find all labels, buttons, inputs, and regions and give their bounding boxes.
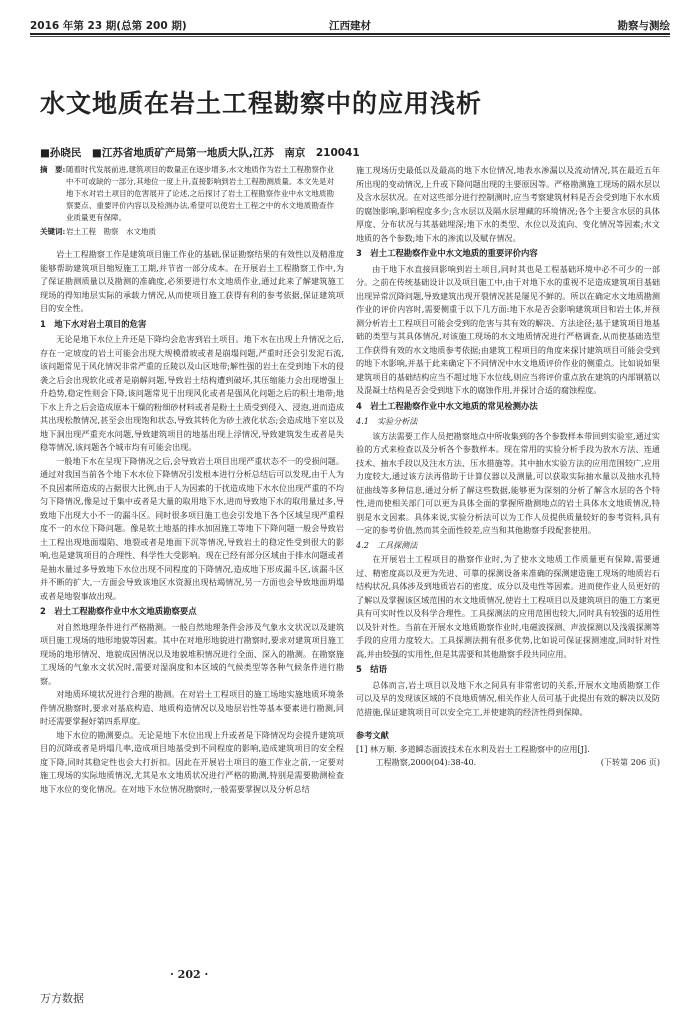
section-name: 勘察与测绘: [617, 20, 670, 32]
header-rule-thin: [30, 36, 670, 37]
body-paragraph: 总体而言,岩土项目以及地下水之间具有非常密切的关系,开展水文地质勘察工作可以及早的发现该区域的不良地质情况,相关作业人员可基于此提出有效的解决以及防范措施,保证建筑项目可以安全完工,并使建筑的经济性得到保障。: [356, 679, 660, 717]
body-paragraph: 无论是地下水位上升还是下降均会危害到岩土项目。地下水在出现上升情况之后,存在一定坡度的岩土可能会出现大规模滑坡或者是崩塌问题,严重时还会引发泥石流,该问题常见于风化情况非常严重的丘陵以及山区地带;解性强的岩土在受到地下水的侵袭之后会出现软化或者是崩解问题,导致岩土结构遭到破坏,其压缩能力会出现增强上升趋势,稳定性则会下降,该问题常见于出现风化或者是强风化问题之后的积土地带;地下水上升之后会造成原本干燥的粉细砂材料或者是粉土土质受到侵入、浸泡,进而造成其出现松散情况,甚至会出现饱和状态,导致其转化为砂土液化状态;会造成地下室以及地下洞出现严重充水问题,导致建筑项目的地基出现上浮情况,导致建筑发生或者是失稳等情况,该问题各个城市均有可能会出现。: [40, 334, 344, 452]
left-column: [40, 164, 344, 796]
watermark: 万方数据: [40, 992, 84, 1005]
abstract-block: [40, 164, 334, 238]
reference-item: [1] 林万顺. 多道瞬态面波技术在水利及岩土工程勘察中的应用[J].: [356, 743, 590, 754]
header-rule: [30, 33, 670, 35]
section-heading: 2 岩土工程勘察作业中水文地质勘察要点: [40, 606, 197, 616]
issue-info: 2016 年第 23 期(总第 200 期): [30, 20, 187, 32]
subsection-heading: 4.2 工具探测法: [356, 539, 418, 550]
article-title: 水文地质在岩土工程勘察中的应用浅析: [40, 89, 483, 118]
page-number: · 202 ·: [170, 968, 209, 981]
keywords-label: 关键词:: [40, 227, 66, 236]
reference-item-source: 工程勘察,2000(04):38-40.: [375, 757, 477, 767]
right-column: [356, 164, 660, 770]
body-paragraph: 由于地下水直接回影响到岩土项目,同时其也是工程基础环境中必不可少的一部分。之前在传统基础设计以及项目施工中,由于对地下水的重视不足造成建筑项目基础出现异常沉降问题,导致建筑出现开裂情况甚是屡见不鲜的。所以在确定水文地质勘测作业的评价内容时,需要侧重于以下几方面:地下水是否会影响建筑项目和岩土体,并预测分析岩土工程项目可能会受到的危害与其有效的解决、方法途径;基于建筑项目地基础的类型与其具体情况,对该施工现场的水文地质情况进行严格调查,从而使基础选型工作获得有效的水文地质参考依据;由建筑工程项目的角度来探讨建筑项目可能会受到的地下水影响,并基于此来确定下不同情况中水文地质评价作业的侧重点。比如说如果建筑项目的基础结构应当不超过地下水位线,则应当将评价重点放在建筑的内部钢筋以及混凝土结构是否会受到地下水的腐蚀作用,并探讨合适的腐蚀程度。: [356, 263, 660, 395]
left-body: [40, 248, 344, 796]
author-line: ■孙晓民 ■江苏省地质矿产局第一地质大队,江苏 南京 210041: [40, 147, 360, 159]
body-paragraph: 一般地下水在呈现下降情况之后,会导致岩土项目出现严重状态不一的受损问题。通过对我国当前各个地下水水位下降情况引发根本进行分析总结后可以发现,由于人为不良因素所造成的占据很大比例,由于人为因素的干扰造成地下水水位出现严重的不均匀下降情况,像是过于集中或者是大量的取用地下水,进而导致地下水的取用量过多,导致地下出现大小不一的漏斗区。同时很多项目施工也会引发地下各个区域呈现严重程度不一的水位下降问题。像是软土地基的排水加固施工等地下下降问题一般会导致岩土工程出现地面塌陷、地裂或者是地面下沉等情况,导致岩土的稳定性受到很大的影响,也是建筑项目的合理性、科学性大受影响。现在已经有部分区域由于排水问题或者是抽水量过多导致地下水位出现不同程度的下降情况,造成地下形成漏斗区,该漏斗区并不断的扩大,一方面会导致该地区水资源出现枯竭情况,另一方面也会导致地面坍塌或者是地裂事故出现。: [40, 455, 344, 601]
continued-note: (下转第 206 页): [600, 757, 660, 767]
running-header: [30, 14, 670, 34]
body-paragraph: 岩土工程勘察工作是建筑项目施工作业的基础,保证勘察结果的有效性以及精准度能够帮助建筑项目缩短施工工期,并节省一部分成本。在开展岩土工程勘察工作中,为了保证勘测质量以及勘测的准确度,必须要进行水文地质作业,通过此来了解建筑施工现场的得知地层实际的承载力情况,从而使项目施工获得有利的参考依据,保证建筑项目的安全性。: [40, 249, 344, 313]
references-heading: 参考文献: [356, 730, 389, 740]
body-paragraph: 地下水位的勘测要点。无论是地下水位出现上升或者是下降情况均会提升建筑项目的沉降或者是坍塌几率,造成项目地基受到不同程度的影响,造成建筑项目的安全程度下降,同时其稳定性也会大打折扣。因此在开展岩土项目的施工作业之前,一定要对施工现场的实际地质情况,尤其是水文地质状况进行严格的勘测,特别是需要勘测检查地下水位的变化情况。在对地下水位情况勘察时,一般需要掌握以及分析总结: [40, 729, 344, 794]
abstract-label: 摘 要:: [40, 165, 66, 174]
journal-name: 江西建材: [329, 20, 371, 32]
subsection-heading: 4.1 实验分析法: [356, 416, 418, 426]
body-paragraph: 对地质环境状况进行合理的勘测。在对岩土工程项目的施工场地实施地质环境条件情况勘察时,要求对基底构造、地质构造情况以及地层岩性等基本要素进行勘测,同时还需要掌握好第四系厚度。: [40, 689, 344, 726]
body-paragraph: 该方法需要工作人员把勘察地点中所收集到的各个参数样本带回到实验室,通过实验的方式来检查以及分析各个参数样本。现在常用的实验分析手段为放水方法、连通技术、抽水手段以及注水方法、压水措施等。其中抽水实验方法的应用范围较广,应用力度较大,通过该方法再借助于计算仪器以及测量,可以获取实际抽水量以及抽水孔特征曲线等多种信息,通过分析了解这些数据,能够更为深刻的分析了解含水层的各个特性,进而使相关部门可以更为具体全面的掌握所勘测地点的岩土具体水文地质情况,特别是水文因素。具体来说,实验分析法可以为工作人员提供质量较好的参考资料,具有一定的参考价值,然而其全面性较差,应当和其他勘察手段配套使用。: [356, 430, 660, 535]
body-paragraph: 在开展岩土工程项目的勘察作业时,为了使水文地质工作质量更有保障,需要通过、精密度高以及更为先进、可靠的探测设备来准确的探测建造施工现场的地质岩石结构状况,具体涉及到地质岩石的密度、成分以及电性等因素。进而使作业人员更好的了解以及掌握该区域范围的水文地质情况,使岩土工程项目以及建筑项目的施工方案更具有可实时性以及科学合理性。工具探测法的应用范围也较大,同时具有较强的适用性以及针对性。当前在开展水文地质勘察作业时,电磁波探测、声波探测以及浅震探测等手段的应用力度较大。工具探测法拥有很多优势,比如说可保证探测速度,同时针对性高,并由较强的实用性,但是其需要和其他勘察手段共同应用。: [356, 554, 660, 659]
reference-item-cont: [356, 756, 660, 770]
keywords-text: 岩土工程 勘察 水文地质: [66, 227, 156, 236]
section-heading: 3 岩土工程勘察作业中水文地质的重要评价内容: [356, 248, 538, 258]
right-body: [356, 164, 660, 719]
section-heading: 1 地下水对岩土项目的危害: [40, 318, 147, 329]
body-paragraph: 对自然地理条件进行严格勘测。一般自然地理条件会涉及气象水文状况以及建筑项目施工现场的地形地貌等因素。其中在对地形地貌进行勘察时,要求对建筑项目施工现场的地形情况、地貌成因情况以及地貌堆积情况进行全面、深入的勘测。在勘察施工现场的气象水文状况时,需要对湿润度和本区域的气候类型等各种气候条件进行勘察。: [40, 621, 344, 686]
section-heading: 5 结语: [356, 664, 387, 674]
section-heading: 4 岩土工程勘察作业中水文地质的常见检测办法: [356, 400, 538, 411]
abstract-text: 随着时代发展前进,建筑项目的数量正在逐步增多,水文地质作为岩土工程勘察作业中不可或缺的一部分,其地位一度上升,直接影响到岩土工程勘测质量。本文先是对地下水对岩土项目的危害展开了论述,之后探讨了岩土工程勘察作业中水文地质勘察要点、重要评价内容以及检测办法,希望可以使岩土工程之中的水文地质勘查作业质量更有保障。: [66, 165, 334, 222]
body-paragraph: 施工现场历史最低以及最高的地下水位情况,地表水渗漏以及流动情况,其在最近五年所出现的变动情况,上升或下降问题出现的主要原因等。严格勘测施工现场的隔水层以及含水层状况。在对这些部分进行控制测时,应当考察建筑材料是否会受到地下水水质的腐蚀影响,影响程度多少;含水层以及隔水层埋藏的环境情况;各个主要含水层的具体厚度、分布状况与其基础埋深;地下水的类型、水位以及流向、变化情况等因素;水文地质的各个参数;地下水的渗流以及赋存情况。: [356, 165, 660, 243]
